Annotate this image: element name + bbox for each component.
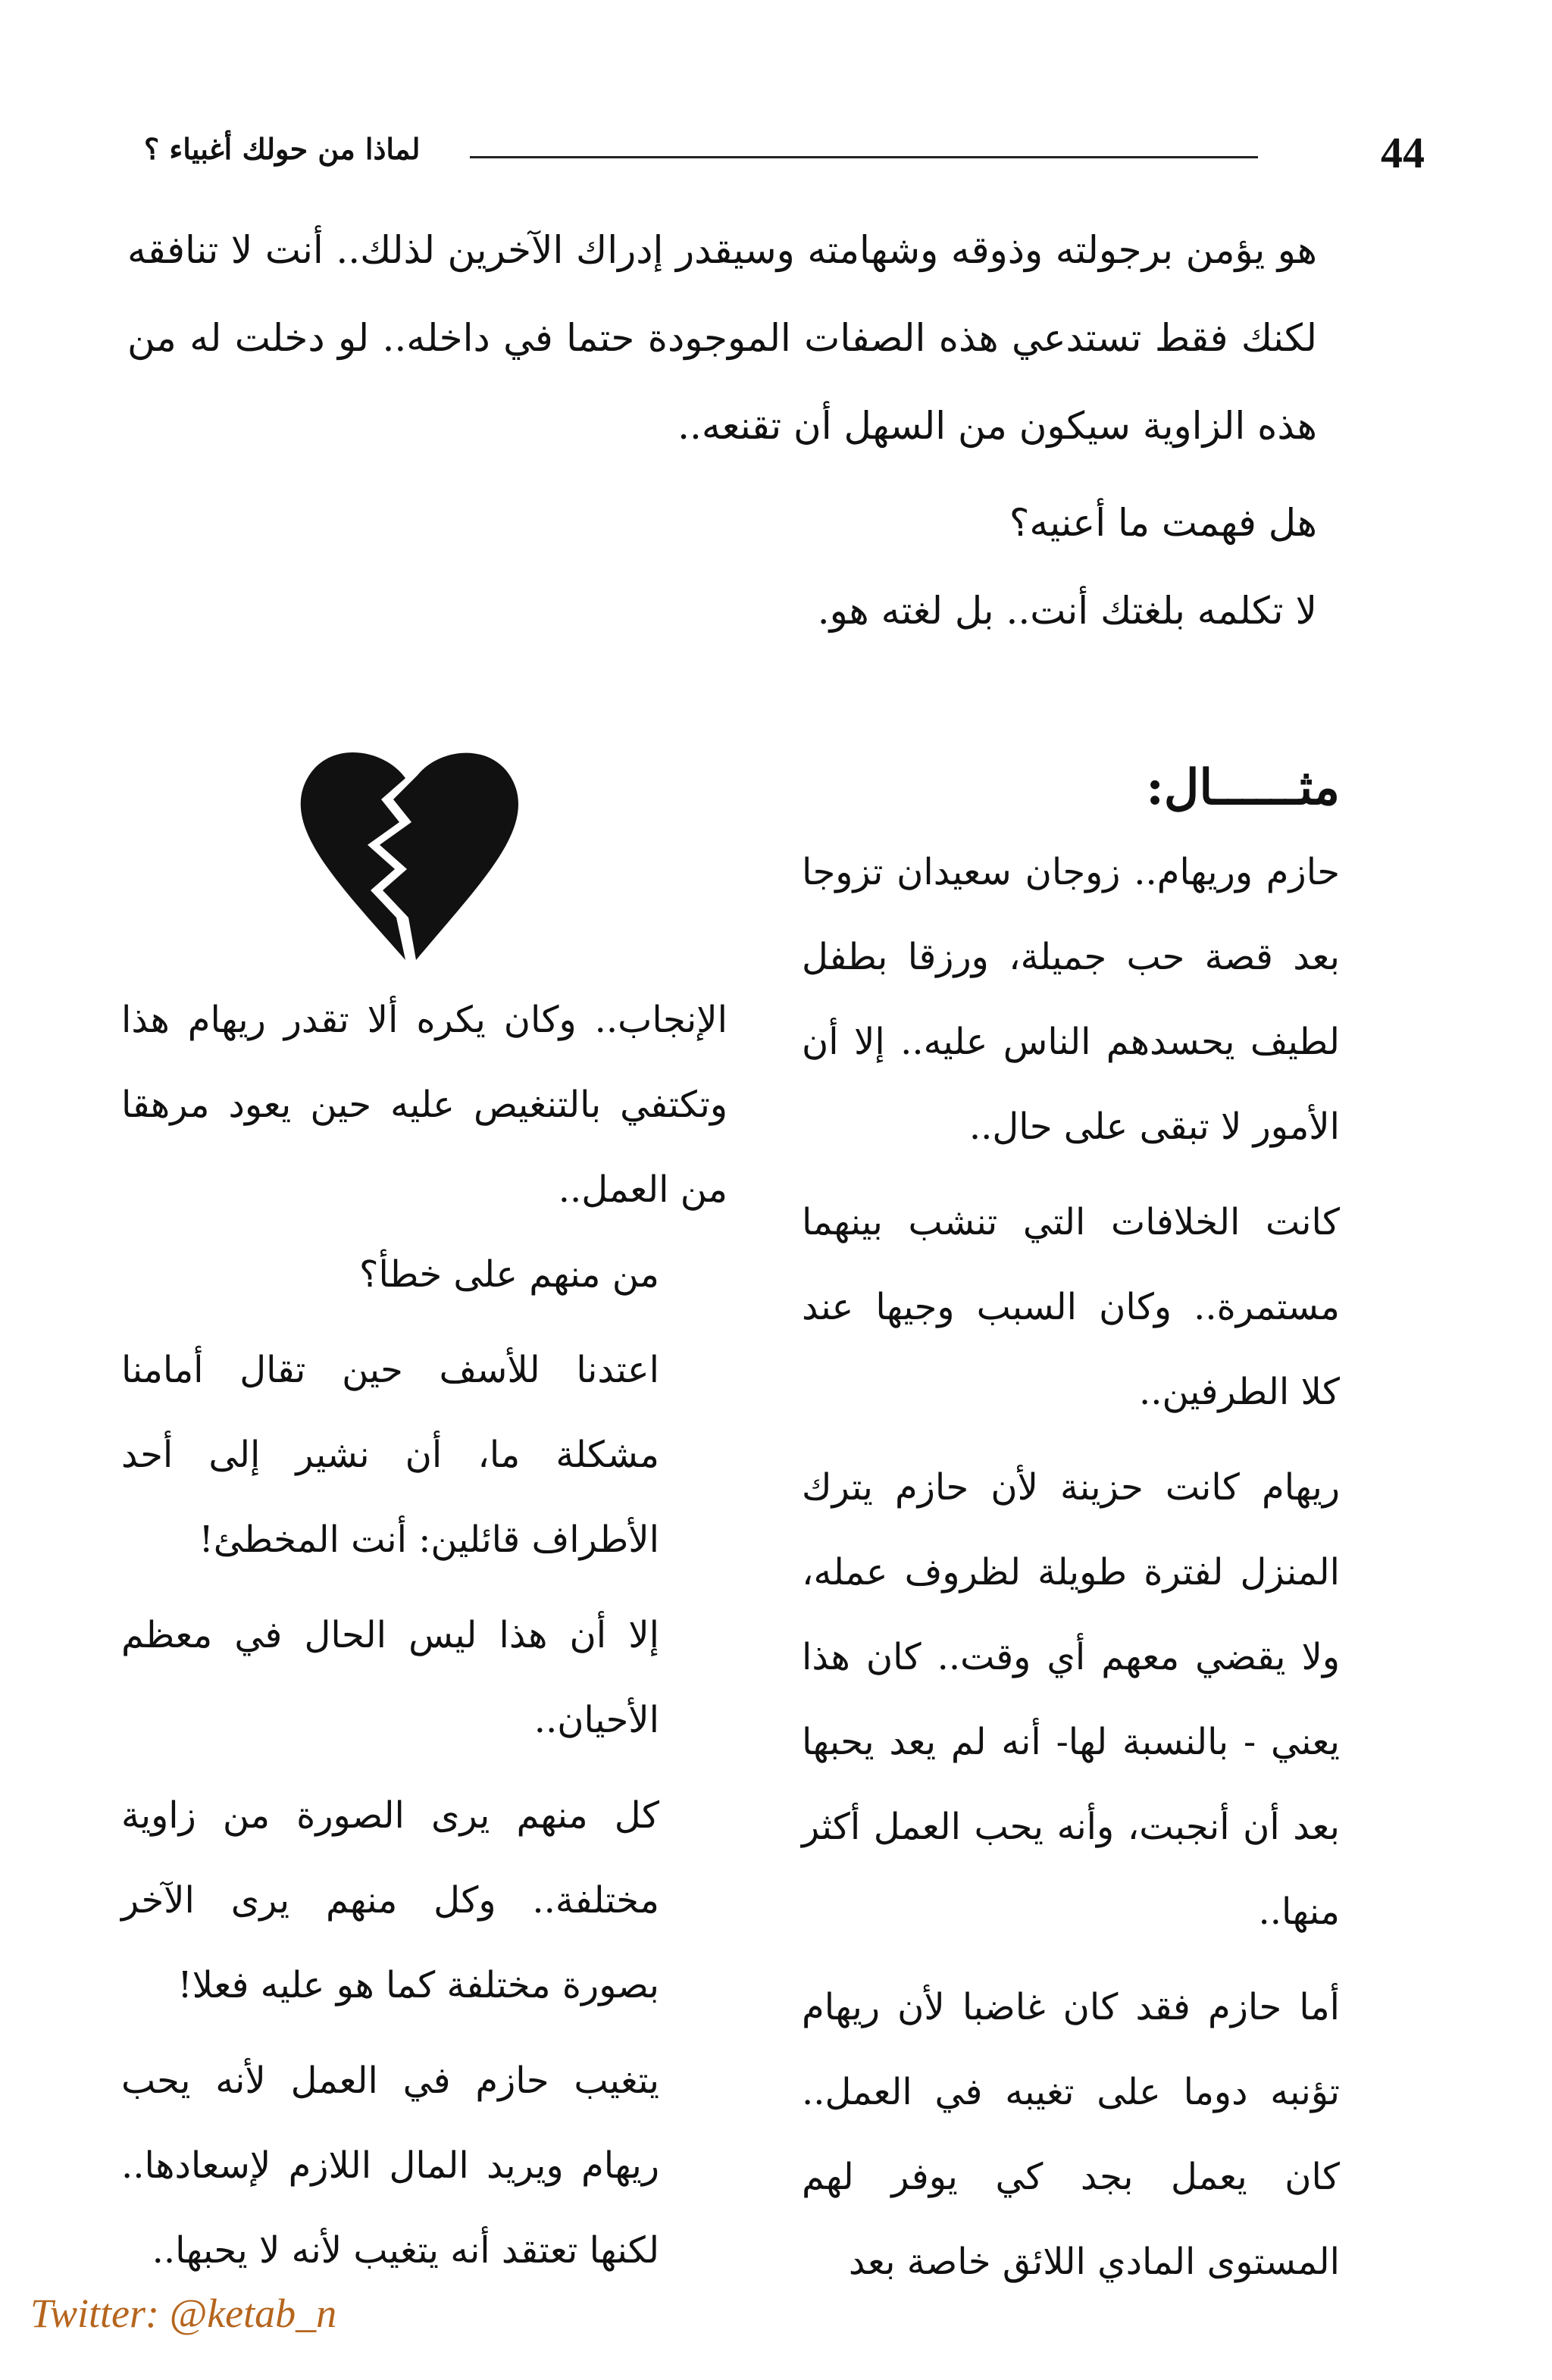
left-column [121, 977, 728, 2293]
header-rule [470, 156, 1258, 158]
twitter-watermark: Twitter: @ketab_n [30, 2291, 337, 2336]
left-paragraph-5: كل منهم يرى الصورة من زاوية مختلفة.. وكل منهم يرى الآخر بصورة مختلفة كما هو عليه فعلا! [121, 1794, 659, 2006]
right-paragraph-3: ريهام كانت حزينة لأن حازم يترك المنزل لفترة طويلة لظروف عمله، ولا يقضي معهم أي وقت.. كان هذا يعني - بالنسبة لها- أنه لم يعد يحبها بعد أن أنجبت، وأنه يحب العمل أكثر منها.. [802, 1466, 1340, 1933]
right-paragraph-2: كانت الخلافات التي تنشب بينهما مستمرة.. وكان السبب وجيها عند كلا الطرفين.. [802, 1201, 1340, 1413]
running-title: لماذا من حولك أغبياء ؟ [144, 132, 421, 166]
page-header [144, 127, 1425, 195]
left-paragraph-4: إلا أن هذا ليس الحال في معظم الأحيان.. [121, 1614, 659, 1741]
broken-heart-icon [292, 739, 527, 966]
intro-section [127, 206, 1408, 655]
right-column [802, 746, 1408, 2304]
right-paragraph-4: أما حازم فقد كان غاضبا لأن ريهام تؤنبه دوما على تغيبه في العمل.. كان يعمل بجد كي يوفر لهم المستوى المادي اللائق خاصة بعد [802, 1986, 1340, 2283]
example-heading: مثــــــال: [1146, 759, 1340, 816]
right-paragraph-1: حازم وريهام.. زوجان سعيدان تزوجا بعد قصة حب جميلة، ورزقا بطفل لطيف يحسدهم الناس عليه.. إلا أن الأمور لا تبقى على حال.. [802, 851, 1340, 1148]
intro-advice: لا تكلمه بلغتك أنت.. بل لغته هو. [817, 589, 1317, 633]
broken-heart-right-half [380, 753, 518, 960]
intro-paragraph: هو يؤمن برجولته وذوقه وشهامته وسيقدر إدراك الآخرين لذلك.. أنت لا تنافقه لكنك فقط تستدعي هذه الصفات الموجودة حتما في داخله.. لو دخلت له من هذه الزاوية سيكون من السهل أن تقنعه.. [127, 228, 1317, 448]
page-number: 44 [1381, 128, 1425, 177]
left-paragraph-3: اعتدنا للأسف حين تقال أمامنا مشكلة ما، أن نشير إلى أحد الأطراف قائلين: أنت المخطئ! [121, 1349, 659, 1561]
left-paragraph-1: الإنجاب.. وكان يكره ألا تقدر ريهام هذا وتكتفي بالتنغيص عليه حين يعود مرهقا من العمل.. [121, 999, 728, 1211]
broken-heart-left-half [301, 752, 405, 960]
intro-question: هل فهمت ما أعنيه؟ [1009, 501, 1317, 545]
left-paragraph-6: يتغيب حازم في العمل لأنه يحب ريهام ويريد المال اللازم لإسعادها.. لكنها تعتقد أنه يتغيب لأنه لا يحبها.. [121, 2059, 659, 2272]
left-paragraph-2: من منهم على خطأ؟ [359, 1253, 659, 1296]
